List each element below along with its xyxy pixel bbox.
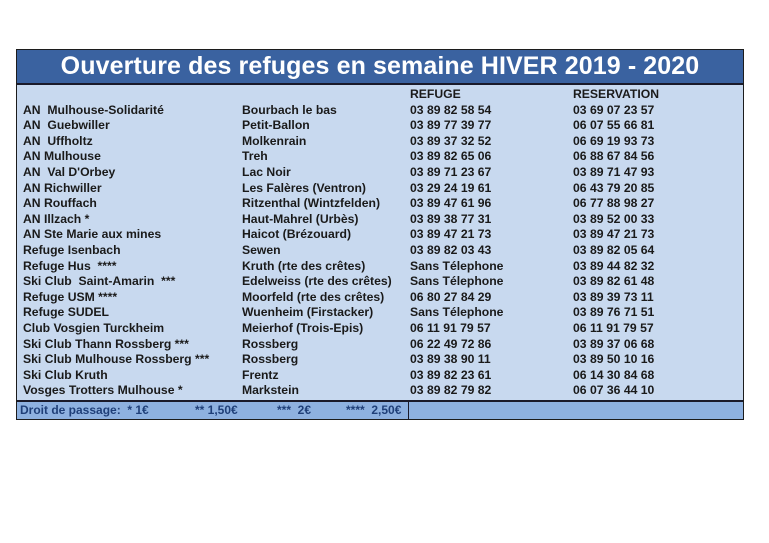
reservation-phone: 06 07 36 44 10	[573, 383, 655, 398]
refuge-location: Lac Noir	[242, 164, 291, 179]
refuge-phone: 03 89 38 90 11	[410, 352, 491, 367]
refuge-location: Bourbach le bas	[242, 102, 337, 117]
table-row	[17, 227, 743, 243]
table-row	[17, 196, 743, 212]
table-row	[17, 259, 743, 275]
refuge-name: AN Illzach *	[23, 211, 90, 226]
header-reservation: RESERVATION	[573, 87, 660, 101]
reservation-phone: 03 89 39 73 11	[573, 289, 654, 304]
refuge-name: AN Richwiller	[23, 180, 102, 195]
refuge-location: Moorfeld (rte des crêtes)	[242, 289, 385, 304]
refuge-name: AN Guebwiller	[23, 118, 110, 133]
refuge-phone: 03 89 82 58 54	[410, 102, 492, 117]
fee-four-stars: **** 2,50€	[346, 402, 402, 417]
table-row	[17, 368, 743, 384]
refuge-phone: 03 89 82 79 82	[410, 383, 492, 398]
refuge-name: Refuge Hus ****	[23, 258, 117, 273]
refuge-phone: 06 22 49 72 86	[410, 336, 492, 351]
reservation-phone: 03 89 82 05 64	[573, 242, 655, 257]
refuge-name: Ski Club Mulhouse Rossberg ***	[23, 352, 210, 367]
header-row	[17, 87, 743, 103]
refuge-phone: 03 89 82 03 43	[410, 242, 492, 257]
refuge-location: Meierhof (Trois-Epis)	[242, 320, 364, 335]
table-row	[17, 165, 743, 181]
table-row	[17, 103, 743, 119]
table-row	[17, 321, 743, 337]
table-row	[17, 118, 743, 134]
refuge-name: AN Val D'Orbey	[23, 164, 116, 179]
reservation-phone: 06 14 30 84 68	[573, 367, 655, 382]
reservation-phone: 03 89 82 61 48	[573, 274, 655, 289]
refuge-phone: 06 11 91 79 57	[410, 320, 491, 335]
reservation-phone: 06 77 88 98 27	[573, 196, 655, 211]
refuge-location: Haicot (Brézouard)	[242, 227, 352, 242]
refuge-phone: 03 89 82 65 06	[410, 149, 492, 164]
refuge-phone: Sans Télephone	[410, 305, 504, 320]
refuge-location: Wuenheim (Firstacker)	[242, 305, 374, 320]
refuge-location: Molkenrain	[242, 133, 307, 148]
refuge-name: Ski Club Kruth	[23, 367, 108, 382]
refuge-name: Vosges Trotters Mulhouse *	[23, 383, 183, 398]
table-row	[17, 274, 743, 290]
table-row	[17, 352, 743, 368]
reservation-phone: 03 89 44 82 32	[573, 258, 655, 273]
reservation-phone: 03 89 50 10 16	[573, 352, 655, 367]
refuge-phone: Sans Télephone	[410, 274, 504, 289]
refuge-name: AN Ste Marie aux mines	[23, 227, 162, 242]
refuge-name: Refuge USM ****	[23, 289, 118, 304]
refuge-name: Refuge SUDEL	[23, 305, 109, 320]
refuge-location: Ritzenthal (Wintzfelden)	[242, 196, 381, 211]
refuge-location: Markstein	[242, 383, 299, 398]
reservation-phone: 06 88 67 84 56	[573, 149, 655, 164]
table-body	[17, 85, 743, 400]
reservation-phone: 03 89 71 47 93	[573, 164, 655, 179]
refuge-name: Ski Club Thann Rossberg ***	[23, 336, 189, 351]
refuge-phone: 03 89 47 61 96	[410, 196, 492, 211]
header-location	[242, 87, 410, 103]
refuge-location: Edelweiss (rte des crêtes)	[242, 274, 392, 289]
table-row	[17, 383, 743, 399]
fee-legend	[17, 402, 409, 419]
refuge-location: Haut-Mahrel (Urbès)	[242, 211, 359, 226]
refuge-location: Petit-Ballon	[242, 118, 310, 133]
refuge-name: AN Mulhouse-Solidarité	[23, 102, 164, 117]
footer-empty-cell	[409, 402, 743, 419]
refuge-phone: 03 89 71 23 67	[410, 164, 492, 179]
header-refuge: REFUGE	[410, 87, 461, 101]
refuge-phone: 03 29 24 19 61	[410, 180, 492, 195]
refuge-name: AN Uffholtz	[23, 133, 93, 148]
reservation-phone: 03 89 76 71 51	[573, 305, 655, 320]
refuge-phone: 06 80 27 84 29	[410, 289, 492, 304]
refuge-name: AN Rouffach	[23, 196, 97, 211]
fee-label: Droit de passage: * 1€	[20, 402, 149, 417]
reservation-phone: 06 69 19 93 73	[573, 133, 655, 148]
refuge-phone: 03 89 77 39 77	[410, 118, 492, 133]
reservation-phone: 03 89 52 00 33	[573, 211, 655, 226]
refuge-name: Club Vosgien Turckheim	[23, 320, 165, 335]
fee-two-stars: ** 1,50€	[195, 402, 238, 417]
reservation-phone: 03 89 47 21 73	[573, 227, 655, 242]
table-row	[17, 212, 743, 228]
refuge-phone: 03 89 47 21 73	[410, 227, 492, 242]
table-row	[17, 181, 743, 197]
refuge-location: Les Falères (Ventron)	[242, 180, 366, 195]
refuge-location: Rossberg	[242, 336, 299, 351]
table-title: Ouverture des refuges en semaine HIVER 2019 - 2020	[17, 50, 743, 85]
table-row	[17, 290, 743, 306]
footer-fees	[17, 400, 743, 419]
refuge-location: Sewen	[242, 242, 281, 257]
reservation-phone: 06 43 79 20 85	[573, 180, 655, 195]
table-row	[17, 337, 743, 353]
refuge-location: Frentz	[242, 367, 279, 382]
table-row	[17, 149, 743, 165]
refuge-table	[16, 49, 744, 420]
refuge-name: Ski Club Saint-Amarin ***	[23, 274, 176, 289]
refuge-location: Rossberg	[242, 352, 299, 367]
refuge-location: Treh	[242, 149, 268, 164]
reservation-phone: 06 11 91 79 57	[573, 320, 654, 335]
table-row	[17, 243, 743, 259]
refuge-phone: 03 89 38 77 31	[410, 211, 492, 226]
table-row	[17, 134, 743, 150]
fee-three-stars: *** 2€	[277, 402, 312, 417]
refuge-phone: Sans Télephone	[410, 258, 504, 273]
refuge-name: Refuge Isenbach	[23, 242, 121, 257]
reservation-phone: 06 07 55 66 81	[573, 118, 655, 133]
refuge-name: AN Mulhouse	[23, 149, 101, 164]
refuge-phone: 03 89 82 23 61	[410, 367, 492, 382]
table-row	[17, 305, 743, 321]
reservation-phone: 03 89 37 06 68	[573, 336, 655, 351]
header-name	[17, 87, 242, 103]
reservation-phone: 03 69 07 23 57	[573, 102, 655, 117]
refuge-phone: 03 89 37 32 52	[410, 133, 492, 148]
refuge-location: Kruth (rte des crêtes)	[242, 258, 366, 273]
